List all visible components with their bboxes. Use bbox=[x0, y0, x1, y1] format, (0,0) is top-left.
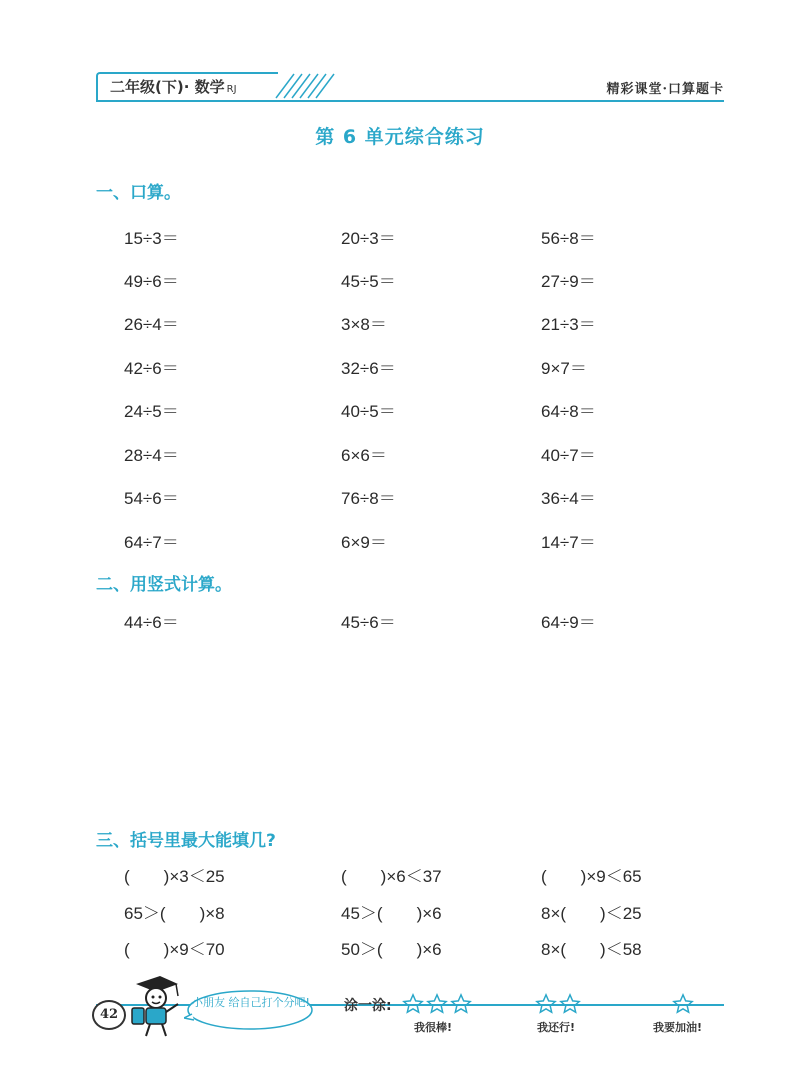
oral-item: 3×8＝ bbox=[341, 315, 387, 334]
oral-item: 21÷3＝ bbox=[541, 315, 596, 334]
decorative-slashes-icon bbox=[272, 72, 422, 100]
oral-item: 6×6＝ bbox=[341, 446, 387, 465]
bubble-text: 小朋友 给自己打个分吧! bbox=[192, 996, 310, 1009]
bracket-item: 65＞( )×8 bbox=[124, 904, 225, 923]
speech-bubble-icon bbox=[184, 988, 314, 1032]
oral-item: 20÷3＝ bbox=[341, 229, 396, 248]
rating-stars-ok[interactable] bbox=[535, 993, 581, 1015]
star-icon[interactable] bbox=[450, 993, 472, 1015]
bracket-item: 8×( )＜58 bbox=[541, 940, 642, 959]
oral-item: 42÷6＝ bbox=[124, 359, 179, 378]
book-title bbox=[110, 76, 237, 97]
oral-item: 40÷5＝ bbox=[341, 402, 396, 421]
rating-label-try: 我要加油! bbox=[653, 1021, 703, 1034]
oral-item: 28÷4＝ bbox=[124, 446, 179, 465]
oral-item: 36÷4＝ bbox=[541, 489, 596, 508]
star-icon[interactable] bbox=[426, 993, 448, 1015]
bracket-item: ( )×9＜70 bbox=[124, 940, 225, 959]
rating-stars-try[interactable] bbox=[672, 993, 694, 1015]
oral-item: 56÷8＝ bbox=[541, 229, 596, 248]
page-title: 第 6 单元综合练习 bbox=[315, 126, 485, 148]
oral-item: 14÷7＝ bbox=[541, 533, 596, 552]
bracket-item: ( )×9＜65 bbox=[541, 867, 642, 886]
oral-item: 64÷8＝ bbox=[541, 402, 596, 421]
rating-stars-great[interactable] bbox=[402, 993, 472, 1015]
bracket-item: 50＞( )×6 bbox=[341, 940, 442, 959]
bracket-item: ( )×6＜37 bbox=[341, 867, 442, 886]
rating-label-ok: 我还行! bbox=[537, 1021, 576, 1034]
oral-item: 24÷5＝ bbox=[124, 402, 179, 421]
vertical-item: 45÷6＝ bbox=[341, 613, 396, 632]
bracket-item: 45＞( )×6 bbox=[341, 904, 442, 923]
star-icon[interactable] bbox=[672, 993, 694, 1015]
section-oral-title: 一、口算。 bbox=[96, 183, 181, 203]
bracket-item: 8×( )＜25 bbox=[541, 904, 642, 923]
vertical-item: 64÷9＝ bbox=[541, 613, 596, 632]
oral-item: 76÷8＝ bbox=[341, 489, 396, 508]
page-number: 42 bbox=[92, 1000, 126, 1030]
page-header bbox=[96, 72, 724, 102]
section-vertical-title: 二、用竖式计算。 bbox=[96, 575, 232, 595]
oral-item: 40÷7＝ bbox=[541, 446, 596, 465]
student-mascot-icon bbox=[126, 974, 184, 1038]
oral-item: 9×7＝ bbox=[541, 359, 587, 378]
oral-item: 64÷7＝ bbox=[124, 533, 179, 552]
book-title-text: 二年级(下)· 数学 bbox=[110, 78, 225, 96]
oral-item: 45÷5＝ bbox=[341, 272, 396, 291]
oral-item: 26÷4＝ bbox=[124, 315, 179, 334]
oral-item: 49÷6＝ bbox=[124, 272, 179, 291]
bracket-item: ( )×3＜25 bbox=[124, 867, 225, 886]
oral-item: 54÷6＝ bbox=[124, 489, 179, 508]
header-rule bbox=[96, 100, 724, 102]
star-icon[interactable] bbox=[559, 993, 581, 1015]
oral-item: 32÷6＝ bbox=[341, 359, 396, 378]
star-icon[interactable] bbox=[402, 993, 424, 1015]
oral-item: 27÷9＝ bbox=[541, 272, 596, 291]
series-title: 精彩课堂·口算题卡 bbox=[606, 82, 724, 97]
rating-label-great: 我很棒! bbox=[414, 1021, 453, 1034]
coloring-label: 涂一涂: bbox=[344, 998, 392, 1014]
vertical-item: 44÷6＝ bbox=[124, 613, 179, 632]
oral-item: 15÷3＝ bbox=[124, 229, 179, 248]
book-edition: RJ bbox=[226, 84, 237, 95]
oral-item: 6×9＝ bbox=[341, 533, 387, 552]
star-icon[interactable] bbox=[535, 993, 557, 1015]
section-brackets-title: 三、括号里最大能填几? bbox=[96, 831, 276, 851]
